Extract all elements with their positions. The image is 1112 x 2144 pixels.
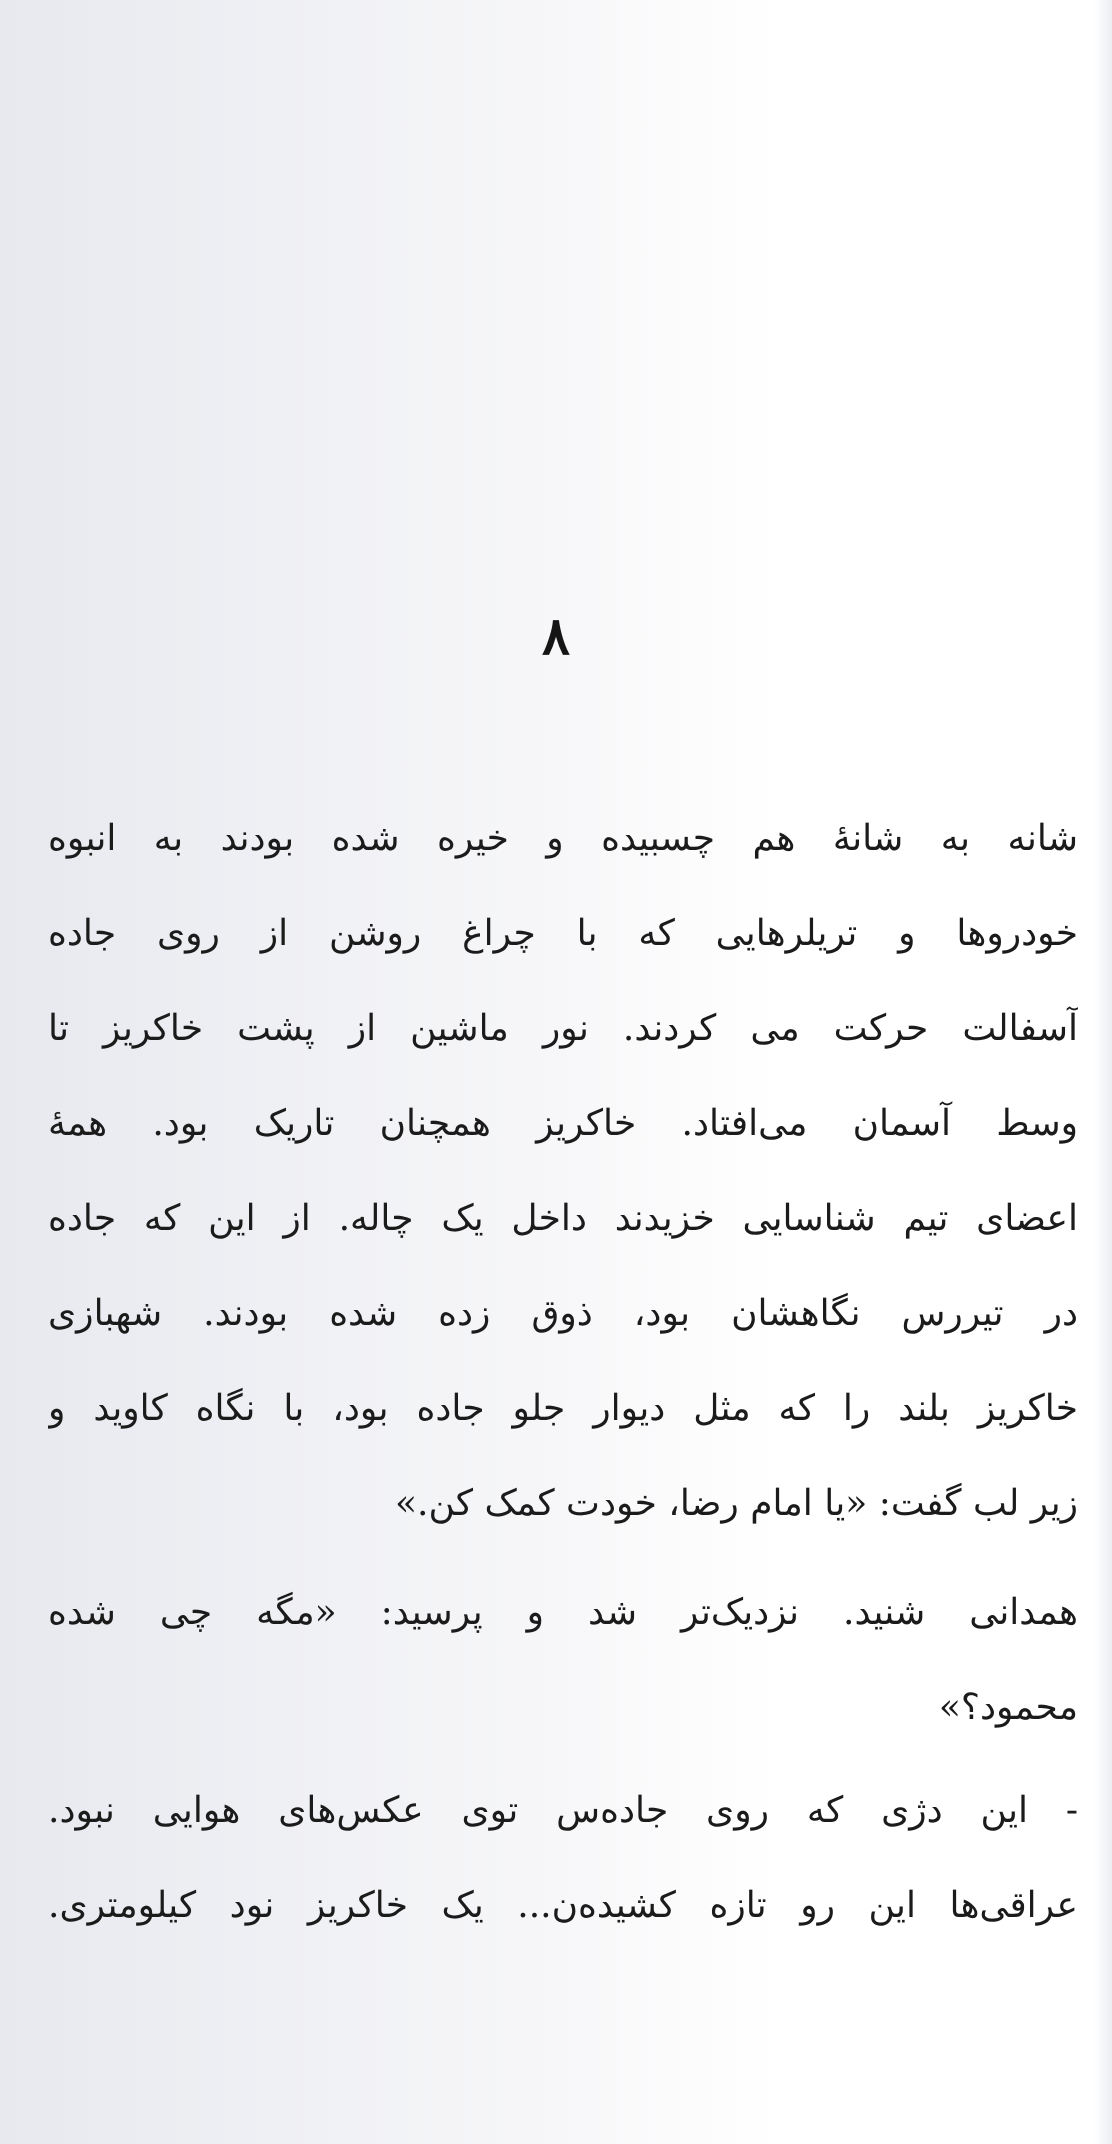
text-line: شانه به شانهٔ هم چسبیده و خیره شده بودند به انبوه [48,818,1078,859]
body-text [48,815,1078,1977]
text-line: زیر لب گفت: «یا امام رضا، خودت کمک کن.» [394,1483,1078,1524]
text-line: در تیررس نگاهشان بود، ذوق زده شده بودند. شهبازی [48,1293,1078,1334]
page-edge-shadow [1094,0,1112,2144]
text-line: محمود؟» [938,1687,1078,1728]
chapter-number: ۸ [542,606,570,667]
text-line: همدانی شنید. نزدیک‌تر شد و پرسید: «مگه چی شده [48,1592,1078,1633]
text-line: خودروها و تریلرهایی که با چراغ روشن از روی جاده [48,913,1078,954]
text-line: اعضای تیم شناسایی خزیدند داخل یک چاله. از این که جاده [48,1198,1078,1239]
text-line: عراقی‌ها این رو تازه کشیده‌ن... یک خاکریز نود کیلومتری. [48,1885,1078,1926]
text-line: خاکریز بلند را که مثل دیوار جلو جاده بود، با نگاه کاوید و [48,1388,1078,1429]
text-line: وسط آسمان می‌افتاد. خاکریز همچنان تاریک بود. همهٔ [48,1103,1078,1144]
text-line: آسفالت حرکت می کردند. نور ماشین از پشت خاکریز تا [48,1008,1078,1049]
text-line: - این دژی که روی جاده‌س توی عکس‌های هوایی نبود. [48,1790,1078,1831]
